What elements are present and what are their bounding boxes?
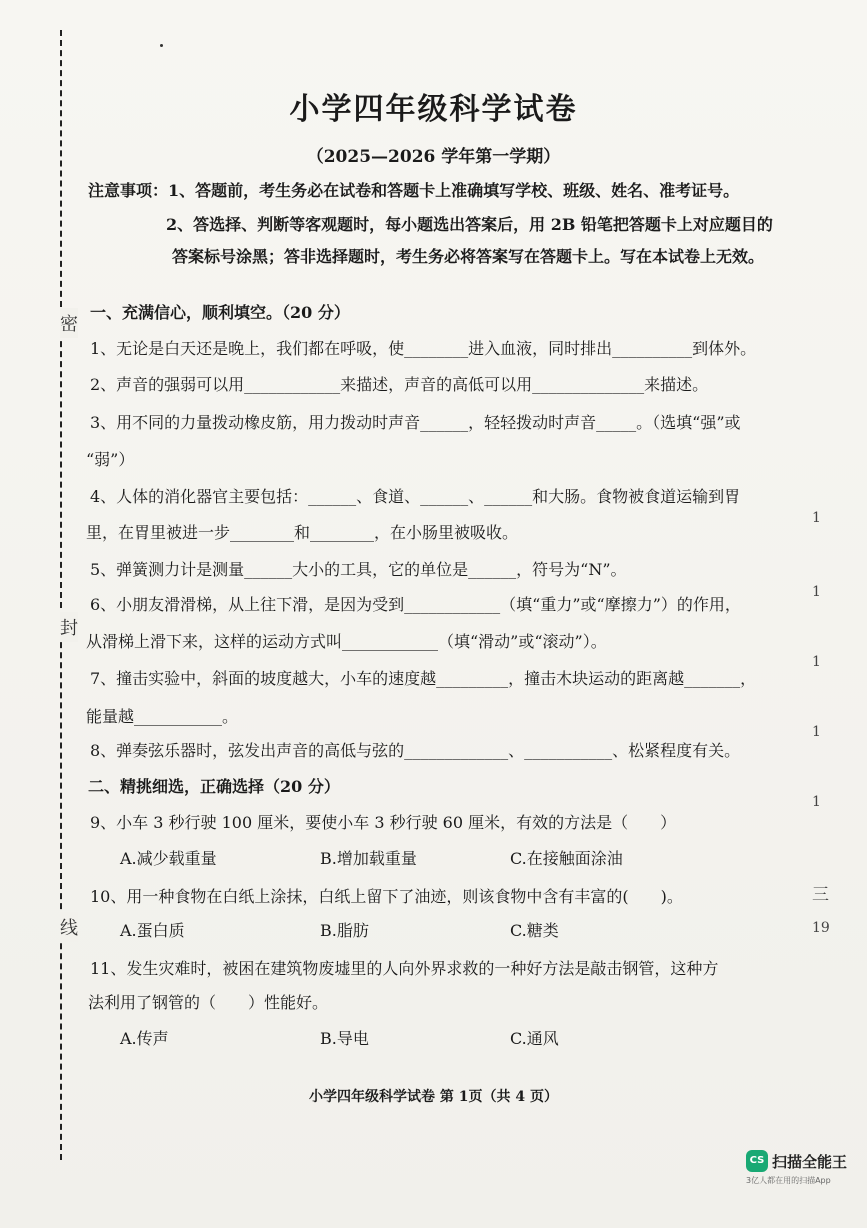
question-3-line-2: “弱”）	[86, 450, 135, 469]
question-11-line-1: 11、发生灾难时，被困在建筑物废墟里的人向外界求救的一种好方法是敲击钢管，这种方	[90, 959, 719, 978]
question-11-option-c: C.通风	[510, 1029, 559, 1048]
question-11-option-a: A.传声	[120, 1029, 169, 1048]
question-2: 2、声音的强弱可以用____________来描述，声音的高低可以用______________来描述。	[90, 375, 709, 394]
edge-mark-2: 1	[812, 584, 821, 600]
scanner-logo-icon: CS	[746, 1150, 768, 1172]
binding-dashed-line	[60, 30, 62, 1160]
question-3-line-1: 3、用不同的力量拨动橡皮筋，用力拨动时声音______，轻轻拨动时声音_____。（选填“强”或	[90, 413, 741, 432]
question-8: 8、弹奏弦乐器时，弦发出声音的高低与弦的_____________、___________、松紧程度有关。	[90, 741, 741, 760]
scanner-tagline: 3亿人都在用的扫描App	[746, 1176, 831, 1185]
question-9-option-b: B.增加载重量	[320, 849, 417, 868]
question-7-line-2: 能量越___________。	[86, 707, 239, 726]
exam-title: 小学四年级科学试卷	[289, 92, 578, 127]
edge-mark-7: 19	[812, 920, 830, 936]
binding-char-close: 封	[60, 612, 78, 642]
edge-mark-3: 1	[812, 654, 821, 670]
question-7-line-1: 7、撞击实验中，斜面的坡度越大，小车的速度越_________，撞击木块运动的距离越_______，	[90, 669, 757, 688]
exam-subtitle: （2025—2026 学年第一学期）	[306, 147, 561, 167]
edge-mark-1: 1	[812, 510, 821, 526]
notice-line-3: 答案标号涂黑；答非选择题时，考生务必将答案写在答题卡上。写在本试卷上无效。	[172, 247, 765, 266]
question-10-option-c: C.糖类	[510, 921, 559, 940]
page-footer: 小学四年级科学试卷 第 1页（共 4 页）	[309, 1089, 558, 1105]
question-9-option-c: C.在接触面涂油	[510, 849, 623, 868]
notice-line-1: 注意事项：1、答题前，考生务必在试卷和答题卡上准确填写学校、班级、姓名、准考证号。	[88, 181, 740, 200]
question-10: 10、用一种食物在白纸上涂抹，白纸上留下了油迹，则该食物中含有丰富的( )。	[90, 887, 683, 906]
section-heading-fill-in: 一、充满信心，顺利填空。（20 分）	[90, 303, 350, 322]
edge-mark-4: 1	[812, 724, 821, 740]
scanner-app-name: 扫描全能王	[772, 1152, 848, 1171]
question-4-line-2: 里，在胃里被进一步________和________，在小肠里被吸收。	[86, 523, 519, 542]
question-6-line-1: 6、小朋友滑滑梯，从上往下滑，是因为受到____________（填“重力”或“摩擦力”）的作用，	[90, 595, 741, 614]
binding-char-seal: 密	[60, 308, 78, 338]
edge-mark-6: 三	[812, 885, 829, 905]
question-9-option-a: A.减少载重量	[120, 849, 217, 868]
question-6-line-2: 从滑梯上滑下来，这样的运动方式叫____________（填“滑动”或“滚动”）。	[86, 632, 607, 651]
notice-line-2: 2、答选择、判断等客观题时，每小题选出答案后，用 2B 铅笔把答题卡上对应题目的	[166, 215, 773, 234]
section-heading-choice: 二、精挑细选，正确选择（20 分）	[88, 777, 340, 796]
binding-char-line: 线	[60, 912, 78, 942]
question-10-option-b: B.脂肪	[320, 921, 369, 940]
question-1: 1、无论是白天还是晚上，我们都在呼吸，使________进入血液，同时排出__________到体外。	[90, 339, 757, 358]
scanner-watermark	[746, 1150, 858, 1186]
question-11-line-2: 法利用了钢管的（ ）性能好。	[88, 993, 329, 1012]
question-10-option-a: A.蛋白质	[120, 921, 185, 940]
scan-speck	[160, 44, 163, 47]
question-4-line-1: 4、人体的消化器官主要包括：______、食道、______、______和大肠。食物被食道运输到胃	[90, 487, 741, 506]
edge-mark-5: 1	[812, 794, 821, 810]
question-5: 5、弹簧测力计是测量______大小的工具，它的单位是______，符号为“N”。	[90, 560, 627, 579]
question-11-option-b: B.导电	[320, 1029, 369, 1048]
question-9: 9、小车 3 秒行驶 100 厘米，要使小车 3 秒行驶 60 厘米，有效的方法是（ ）	[90, 813, 677, 832]
